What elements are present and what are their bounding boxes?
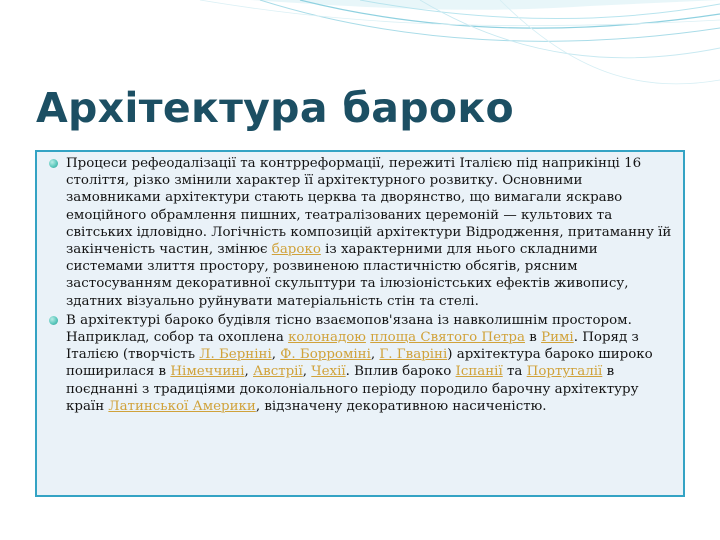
paragraph-text: . Поряд з Італією (творчість xyxy=(66,330,639,363)
hyperlink[interactable]: Л. Берніні xyxy=(199,347,272,363)
hyperlink[interactable]: Австрії xyxy=(253,364,303,380)
slide-title: Архітектура бароко xyxy=(36,84,514,132)
paragraph-text: в xyxy=(525,330,542,346)
content-box xyxy=(35,150,685,497)
paragraph-text: . Вплив бароко xyxy=(345,364,456,380)
hyperlink[interactable]: Німеччині xyxy=(170,364,245,380)
bullet-icon xyxy=(49,159,58,168)
hyperlink[interactable]: площа Святого Петра xyxy=(370,330,525,346)
paragraph-text: із характерними для нього складними системами злиття простору, розвиненою пластичністю обсягів, рясним застосуванням декоративної скульптури та ілюзіоністських ефектів живопису, здатних візуально руйнувати матеріальність стін та стелі. xyxy=(66,242,629,309)
hyperlink[interactable]: Іспанії xyxy=(455,364,503,380)
hyperlink[interactable]: Португалії xyxy=(526,364,603,380)
paragraph-text: , відзначену декоративною насиченістю. xyxy=(255,398,547,414)
paragraph-text: ) архітектура бароко широко поширилася в xyxy=(66,347,653,380)
hyperlink[interactable]: Чехії xyxy=(311,364,346,380)
bullet-icon xyxy=(49,316,58,325)
bullet-paragraph xyxy=(47,155,677,310)
paragraph-text: в поєднанні з традиціями доколоніального періоду породило барочну архітектуру країн xyxy=(66,364,639,414)
paragraph-text: , xyxy=(302,364,312,380)
hyperlink[interactable]: колонадою xyxy=(288,330,366,346)
paragraph-text: , xyxy=(370,347,380,363)
paragraph-text: В архітектурі бароко будівля тісно взаємопов'язана із навколишнім простором. Наприклад, собор та охоплена xyxy=(66,312,632,346)
paragraph-text: , xyxy=(244,364,254,380)
hyperlink[interactable]: бароко xyxy=(271,242,321,258)
hyperlink[interactable]: Латинської Америки xyxy=(108,398,256,414)
paragraph-text: та xyxy=(502,364,527,380)
bullet-list xyxy=(37,152,683,415)
paragraph-text: , xyxy=(271,347,281,363)
hyperlink[interactable]: Римі xyxy=(541,330,574,346)
hyperlink[interactable]: Г. Гваріні xyxy=(379,347,448,363)
hyperlink[interactable]: Ф. Борроміні xyxy=(280,347,371,363)
paragraph-text: Процеси рефеодалізації та контрреформації, пережиті Італією під наприкінці 16 століття, різко змінили характер її архітектурного розвитку. Основними замовниками архітектури стають церква та дворянство, що вимагали яскраво емоційного обрамлення пишних, театралізованих церемоній — культових та світських ідловідно. Логічність композицій архітектури Відродження, притаманну їй закінченість частин, змінює xyxy=(66,156,672,258)
bullet-paragraph xyxy=(47,312,677,415)
